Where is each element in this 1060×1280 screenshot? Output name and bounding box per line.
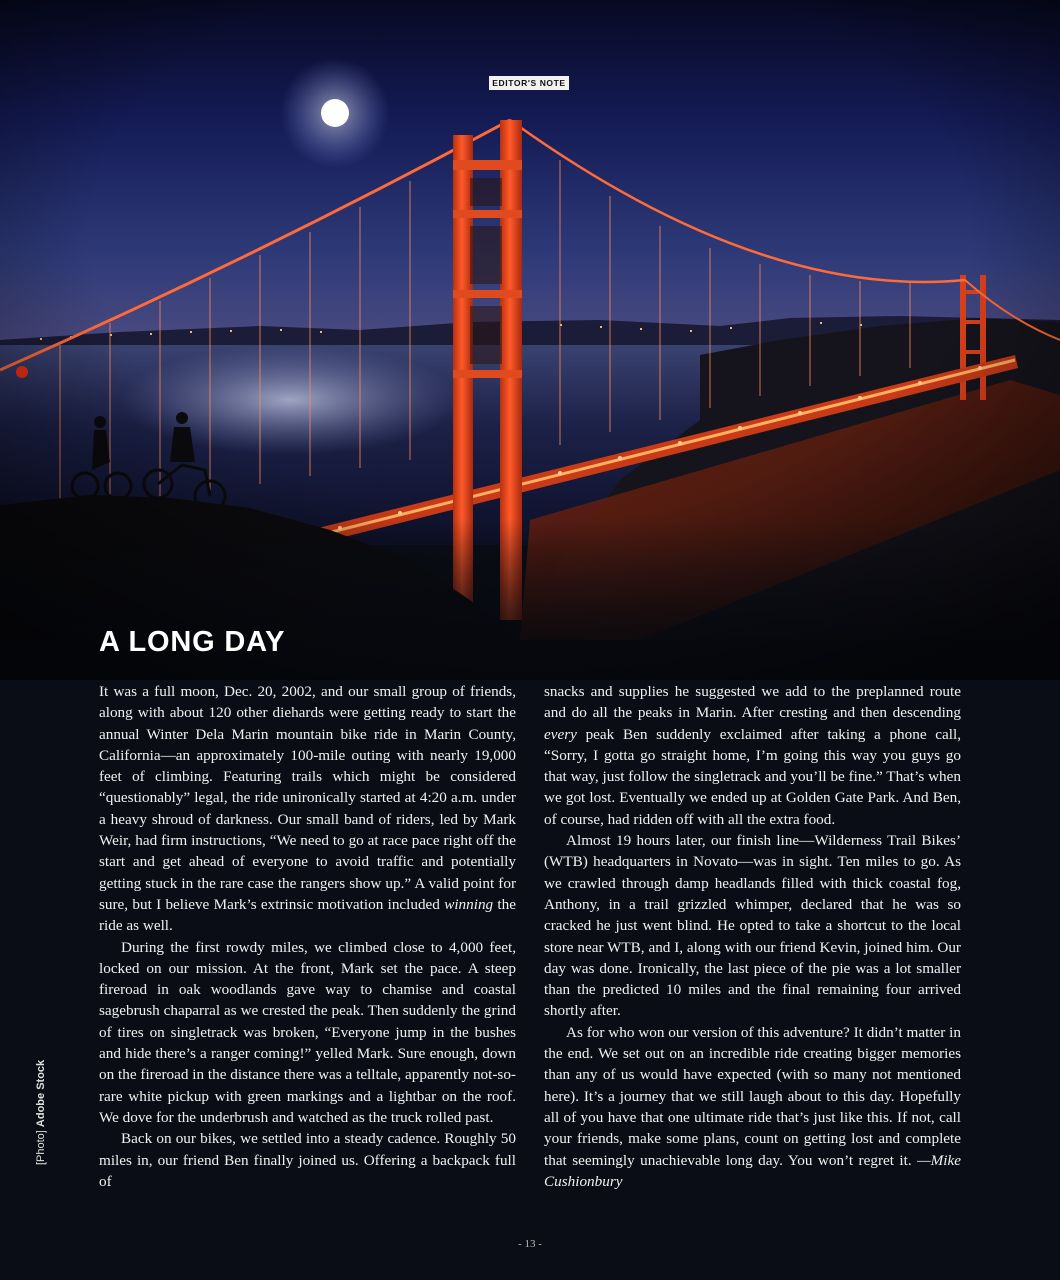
paragraph-text: peak Ben suddenly exclaimed after taking a phone call, “Sorry, I gotta go straight home, I’m going this way you guys go that way, just follow the singletrack and you’ll be fine.” That’s when we got lost. Eventually we ended up at Golden Gate Park. And Ben, of course, had ridden off with all the extra food.: [544, 725, 961, 828]
paragraph: [99, 1128, 516, 1192]
paragraph-text: During the first rowdy miles, we climbed close to 4,000 feet, locked on our mission. At the front, Mark set the pace. A steep fireroad in oak woodlands gave way to chamise and coastal sagebrush chaparral as we crested the peak. Then suddenly the grind of tires on singletrack was broken, “Everyone jump in the bushes and hide there’s a ranger coming!” yelled Mark. Sure enough, down on the fireroad in the distance there was a telltale, apparently not-so-rare white pickup with green markings and a lightbar on the roof. We dove for the underbrush and watched as the truck rolled past.: [99, 938, 516, 1126]
emphasis-text: —Mike Cushionbury: [544, 1151, 961, 1190]
paragraph-text: Back on our bikes, we settled into a steady cadence. Roughly 50 miles in, our friend Ben finally joined us. Offering a backpack full of: [99, 1130, 516, 1190]
paragraph: [99, 681, 516, 937]
paragraph-text: Almost 19 hours later, our finish line—Wilderness Trail Bikes’ (WTB) headquarters in Novato—was in sight. Ten miles to go. As we crawled through damp headlands filled with thick coastal fog, Anthony, in a trail grizzled whimper, declared that he was so cracked he just went blind. He opted to take a shortcut to the local store near WTB, and I, along with our friend Kevin, joined him. Our day was done. Ironically, the last piece of the pie was a lot smaller than the predicted 10 miles and the final remaining four arrived shortly after.: [544, 832, 961, 1020]
paragraph-text: snacks and supplies he suggested we add to the preplanned route and do all the peaks in Marin. After cresting and then descending: [544, 683, 961, 722]
article-body-left-column: [99, 681, 516, 1192]
paragraph: [544, 681, 961, 830]
photo-credit-name: Adobe Stock: [35, 1059, 47, 1128]
paragraph-text: the ride as well.: [99, 895, 516, 935]
photo-credit: [33, 1055, 49, 1165]
section-tag: EDITOR'S NOTE: [489, 76, 569, 90]
page-number: - 13 -: [518, 1238, 542, 1250]
article-body-right-column: [544, 681, 961, 1192]
emphasis-text: winning: [444, 895, 494, 913]
paragraph-text: It was a full moon, Dec. 20, 2002, and our small group of friends, along with about 120 other diehards were getting ready to start the annual Winter Dela Marin mountain bike ride in Marin County, California—an approximately 100-mile outing with nearly 19,000 feet of climbing. Featuring trails which might be considered “questionably” legal, the ride unironically started at 4:20 a.m. under a heavy shroud of darkness. Our small band of riders, led by Mark Weir, had firm instructions, “We need to go at race pace right off the start and get ahead of everyone to avoid traffic and potentially getting stuck in the rare case the rangers show up.” A valid point for sure, but I believe Mark’s extrinsic motivation included: [99, 683, 516, 913]
paragraph: [544, 830, 961, 1022]
paragraph: [544, 1022, 961, 1192]
paragraph: [99, 937, 516, 1129]
article-title: A LONG DAY: [99, 626, 286, 658]
photo-credit-prefix: [Photo]: [35, 1130, 47, 1165]
paragraph-text: As for who won our version of this adventure? It didn’t matter in the end. We set out on an incredible ride creating bigger memories than any of us would have expected (with so many not mentioned here). It’s a journey that we still laugh about to this day. Hopefully all of you have that one ultimate ride that’s just like this. If not, call your friends, make some plans, count on getting lost and complete that seemingly unachievable long day. You won’t regret it.: [544, 1023, 961, 1169]
emphasis-text: every: [544, 725, 577, 743]
